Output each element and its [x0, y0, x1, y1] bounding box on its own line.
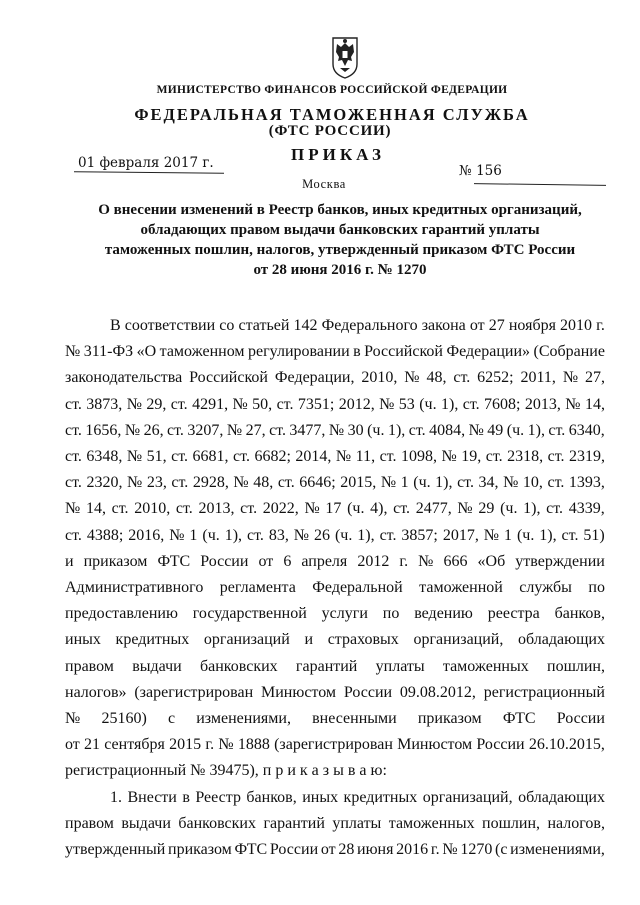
word: таможенном — [159, 343, 245, 361]
word: ст. — [65, 395, 82, 413]
word: № — [457, 500, 473, 518]
word: 4388; — [86, 526, 124, 544]
word: 1), — [387, 421, 406, 439]
word: 1 — [503, 526, 512, 544]
body-line — [65, 496, 605, 522]
body-line — [65, 549, 605, 575]
city: Москва — [302, 177, 346, 191]
word: 48, — [253, 474, 274, 492]
word: изменениями, — [510, 841, 605, 859]
body-line — [65, 523, 605, 549]
word: пошлин, — [547, 657, 605, 675]
word: ст. — [170, 395, 188, 413]
word: 48, — [426, 369, 447, 387]
word: ст. — [547, 448, 565, 466]
word: ст. — [546, 500, 564, 518]
word: апреля — [301, 552, 348, 570]
word: иных — [302, 788, 339, 806]
word: банков, — [554, 605, 605, 623]
word: 4291, — [192, 395, 229, 413]
word: ноября — [508, 317, 556, 334]
word: службы — [519, 579, 572, 597]
word: г. — [430, 841, 440, 859]
body-line — [65, 470, 605, 496]
word: 1098, — [400, 448, 437, 466]
word: 51) — [583, 526, 605, 544]
word: 311-ФЗ — [83, 343, 134, 361]
word: предоставлению — [65, 605, 178, 623]
word: 1888 — [237, 736, 270, 754]
word: 1), — [357, 526, 375, 544]
word: банковских — [178, 814, 256, 832]
word: ст. — [277, 474, 295, 492]
word: утвержденный — [65, 841, 166, 859]
word: соответствии — [124, 317, 216, 334]
word: ст. — [276, 395, 294, 413]
word: ст. — [453, 369, 471, 387]
word: в — [182, 788, 190, 806]
word: ФТС — [157, 552, 191, 570]
word: утверждении — [515, 552, 605, 570]
word: Реестр — [195, 788, 241, 806]
word: 23, — [146, 474, 167, 492]
word: 666 — [443, 552, 468, 570]
word: № — [304, 500, 320, 518]
word: 17 — [325, 500, 342, 518]
word: № — [379, 395, 395, 413]
word: 09.08.2012, — [399, 683, 476, 701]
word: ст. — [171, 474, 189, 492]
word: г. — [596, 317, 605, 334]
word: 1 — [400, 474, 409, 492]
date-underline — [74, 171, 224, 174]
word: 27, — [245, 421, 266, 439]
word: ст. — [175, 500, 193, 518]
word: Минюстом — [397, 736, 473, 754]
order-date: 01 февраля 2017 г. — [78, 155, 214, 171]
word: законодательства — [65, 369, 183, 387]
word: (ч. — [413, 474, 431, 492]
word: 7608; — [484, 395, 521, 413]
word: от — [258, 552, 274, 570]
word: Российской — [189, 369, 268, 387]
word: 2010 — [560, 317, 593, 334]
word: приказом — [168, 841, 232, 859]
title-line: О внесении изменений в Реестр банков, иных кредитных организаций, — [98, 202, 582, 218]
word: № — [65, 500, 81, 518]
word: кредитных — [343, 788, 418, 806]
word: России — [200, 552, 249, 570]
word: приказом — [417, 710, 482, 728]
word: (ч. — [500, 500, 518, 518]
body-line — [65, 365, 605, 391]
word: России — [556, 710, 605, 728]
body-line — [65, 654, 605, 680]
word: 1 — [189, 526, 198, 544]
order-heading: ПРИКАЗ — [291, 145, 385, 164]
body-line — [65, 575, 605, 601]
word: и — [65, 552, 74, 570]
word: регулировании — [248, 343, 350, 361]
word: 49 — [487, 421, 504, 439]
ministry-header: МИНИСТЕРСТВО ФИНАНСОВ РОССИЙСКОЙ ФЕДЕРАЦИИ — [156, 84, 508, 96]
word: 4084, — [429, 421, 466, 439]
body-line — [65, 418, 605, 444]
word: 2015, — [340, 474, 377, 492]
body-line — [65, 627, 605, 653]
word: 2010, — [361, 369, 398, 387]
word: № — [483, 526, 500, 544]
word: правом — [65, 657, 114, 675]
word: 14, — [584, 395, 605, 413]
word: России — [476, 736, 525, 754]
word: ст. — [457, 474, 474, 492]
word: 25160) — [101, 710, 147, 728]
word: от — [469, 317, 485, 334]
word: 1393, — [568, 474, 605, 492]
word: от — [65, 736, 80, 754]
word: Федеральной — [312, 579, 403, 597]
word: 83, — [268, 526, 289, 544]
word: ст. — [65, 526, 82, 544]
word: 2318, — [507, 448, 544, 466]
title-line: таможенных пошлин, налогов, утвержденный приказом ФТС России — [104, 242, 576, 258]
word: 6340, — [568, 421, 605, 439]
word: ст. — [485, 448, 503, 466]
word: организаций, — [422, 788, 513, 806]
word: таможенной — [419, 579, 503, 597]
word: Российской — [364, 343, 443, 361]
word: (с — [495, 841, 508, 859]
word: сентября — [104, 736, 165, 754]
word: 2012, — [338, 395, 375, 413]
word: № — [65, 343, 81, 361]
title-line: от 28 июня 2016 г. № 1270 — [253, 262, 427, 278]
word: 4339, — [568, 500, 605, 518]
word: ст. — [393, 500, 411, 518]
word: страховых — [327, 631, 399, 649]
word: регистрационный — [483, 683, 605, 701]
word: ст. — [269, 421, 286, 439]
word: 3873, — [86, 395, 123, 413]
word: обладающих — [518, 788, 605, 806]
coat-of-arms-icon — [330, 30, 360, 80]
word: № — [226, 421, 243, 439]
word: № — [232, 395, 248, 413]
word: 2022, — [262, 500, 299, 518]
body-line: регистрационный № 39475), п р и к а з ы в а ю: — [65, 762, 387, 780]
word: № — [126, 395, 142, 413]
word: 26, — [143, 421, 164, 439]
word: банков, — [246, 788, 297, 806]
order-body — [65, 313, 605, 863]
word: 2011, — [520, 369, 556, 387]
word: «Об — [477, 552, 506, 570]
word: налогов, — [547, 814, 605, 832]
word: Минюстом — [261, 683, 337, 701]
word: ФТС — [502, 710, 536, 728]
word: № — [503, 474, 519, 492]
word: 2016, — [128, 526, 165, 544]
word: Федерации» — [446, 343, 531, 361]
body-line — [65, 837, 605, 863]
word: 1. — [110, 788, 122, 806]
word: № — [441, 448, 457, 466]
word: 34, — [478, 474, 499, 492]
word: 2477, — [415, 500, 452, 518]
body-line — [65, 811, 605, 837]
word: обладающих — [518, 631, 605, 649]
word: пошлин, — [482, 814, 541, 832]
word: № — [233, 474, 249, 492]
order-number: № 156 — [459, 163, 502, 179]
body-line — [65, 785, 605, 811]
word: 6348, — [86, 448, 123, 466]
word: 26 — [314, 526, 330, 544]
word: 53 — [398, 395, 415, 413]
word: 1), — [523, 500, 541, 518]
word: 2010, — [134, 500, 171, 518]
word: ведению — [414, 605, 473, 623]
word: внесенными — [312, 710, 397, 728]
word: уплаты — [375, 657, 425, 675]
word: регламента — [219, 579, 296, 597]
word: 2013, — [524, 395, 561, 413]
word: 2013, — [198, 500, 235, 518]
body-line — [65, 680, 605, 706]
word: 2928, — [192, 474, 229, 492]
word: ст. — [547, 474, 565, 492]
word: (Собрание — [533, 343, 605, 361]
word: 1), — [224, 526, 243, 544]
word: № — [418, 552, 434, 570]
word: 3477, — [289, 421, 326, 439]
word: 6681, — [192, 448, 229, 466]
word: России — [269, 841, 319, 859]
service-abbreviation: (ФТС РОССИИ) — [268, 123, 392, 139]
word: г. — [399, 552, 409, 570]
word: 7351; — [297, 395, 335, 413]
word: таможенных — [388, 814, 475, 832]
word: реестра — [487, 605, 540, 623]
word: услуги — [321, 605, 368, 623]
word: 3857; — [401, 526, 438, 544]
service-header: ФЕДЕРАЛЬНАЯ ТАМОЖЕННАЯ СЛУЖБА — [134, 105, 530, 124]
word: 6682; — [254, 448, 291, 466]
word: ст. — [379, 448, 397, 466]
word: (зарегистрирован — [134, 683, 254, 701]
word: 6 — [283, 552, 292, 570]
word: (ч. — [202, 526, 220, 544]
word: ст. — [167, 421, 184, 439]
title-line: обладающих правом выдачи банковских гарантий уплаты — [140, 222, 540, 238]
word: № — [562, 369, 579, 387]
word: России — [343, 683, 393, 701]
word: № — [127, 474, 143, 492]
word: иных — [65, 631, 101, 649]
word: 10, — [522, 474, 543, 492]
body-line — [65, 339, 605, 365]
word: кредитных — [115, 631, 190, 649]
word: организаций — [203, 631, 290, 649]
word: Внести — [127, 788, 177, 806]
word: 50, — [252, 395, 273, 413]
word: 1), — [435, 474, 453, 492]
word: № — [126, 448, 143, 466]
word: 2017, — [442, 526, 479, 544]
word: 51, — [146, 448, 167, 466]
word: 19, — [461, 448, 482, 466]
word: в — [353, 343, 361, 361]
body-line — [65, 313, 605, 339]
word: по — [588, 579, 605, 597]
word: банковских — [199, 657, 278, 675]
word: ст. — [561, 526, 579, 544]
word: 6252; — [477, 369, 514, 387]
word: 29, — [146, 395, 167, 413]
word: гарантий — [263, 814, 325, 832]
word: 2320, — [86, 474, 123, 492]
word: ст. — [233, 448, 250, 466]
word: ст. — [171, 448, 189, 466]
word: № — [442, 841, 458, 859]
word: 21 — [84, 736, 101, 754]
word: № — [169, 526, 185, 544]
word: закона — [421, 317, 466, 334]
word: ст. — [65, 474, 82, 492]
word: 1270 — [460, 841, 493, 859]
word: Федерации, — [274, 369, 355, 387]
word: 3207, — [187, 421, 224, 439]
word: Федерального — [321, 317, 418, 334]
word: (ч. — [419, 395, 437, 413]
body-line — [65, 706, 605, 732]
word: 1656, — [85, 421, 122, 439]
word: № — [335, 448, 352, 466]
word: 6646; — [299, 474, 336, 492]
word: приказом — [83, 552, 148, 570]
word: гарантий — [295, 657, 358, 675]
word: (зарегистрирован — [274, 736, 393, 754]
word: № — [380, 474, 397, 492]
word: по — [382, 605, 400, 623]
word: ст. — [379, 526, 397, 544]
word: государственной — [192, 605, 307, 623]
word: № — [218, 736, 234, 754]
word: ст. — [408, 421, 426, 439]
word: 14, — [85, 500, 106, 518]
word: № — [468, 421, 484, 439]
word: (ч. — [334, 526, 353, 544]
word: (ч. — [516, 526, 535, 544]
word: ст. — [111, 500, 129, 518]
word: № — [404, 369, 420, 387]
word: ст. — [65, 448, 82, 466]
word: статьей — [238, 317, 290, 334]
word: выдачи — [132, 657, 182, 675]
word: июня — [357, 841, 394, 859]
word: с — [167, 710, 176, 728]
body-line — [65, 732, 605, 758]
word: 27 — [488, 317, 505, 334]
word: № — [328, 421, 345, 439]
word: 1), — [527, 421, 545, 439]
body-line — [65, 392, 605, 418]
word: 11, — [355, 448, 376, 466]
word: г. — [205, 736, 215, 754]
word: выдачи — [121, 814, 171, 832]
word: от — [320, 841, 336, 859]
word: 2014, — [295, 448, 332, 466]
word: 28 — [338, 841, 355, 859]
word: ст. — [65, 421, 82, 439]
word: Административного — [65, 579, 204, 597]
word: 2015 — [169, 736, 202, 754]
word: «О — [136, 343, 157, 361]
word: со — [219, 317, 235, 334]
word: изменениями, — [196, 710, 291, 728]
word: 26.10.2015, — [528, 736, 605, 754]
word: 30 — [347, 421, 364, 439]
word: № — [293, 526, 310, 544]
word: № — [65, 710, 81, 728]
word: уплаты — [332, 814, 382, 832]
word: ст. — [240, 500, 258, 518]
word: 29 — [478, 500, 495, 518]
word: ст. — [246, 526, 264, 544]
word: правом — [65, 814, 114, 832]
word: ст. — [548, 421, 566, 439]
word: 1), — [440, 395, 459, 413]
word: ст. — [462, 395, 480, 413]
body-line — [65, 444, 605, 470]
word: 1), — [539, 526, 557, 544]
word: № — [565, 395, 581, 413]
word: (ч. — [367, 421, 385, 439]
word: 2016 — [396, 841, 429, 859]
word: 4), — [370, 500, 388, 518]
word: 27, — [585, 369, 605, 387]
word: таможенных — [442, 657, 529, 675]
word: В — [110, 317, 121, 334]
word: ФТС — [234, 841, 268, 859]
word: 2319, — [569, 448, 605, 466]
word: и — [304, 631, 314, 649]
word: налогов» — [65, 683, 127, 701]
order-title — [95, 200, 585, 280]
word: (ч. — [506, 421, 525, 439]
word: 2012 — [357, 552, 390, 570]
word: организаций, — [413, 631, 504, 649]
word: № — [124, 421, 141, 439]
word: 142 — [293, 317, 318, 334]
word: (ч. — [347, 500, 365, 518]
body-line — [65, 601, 605, 627]
